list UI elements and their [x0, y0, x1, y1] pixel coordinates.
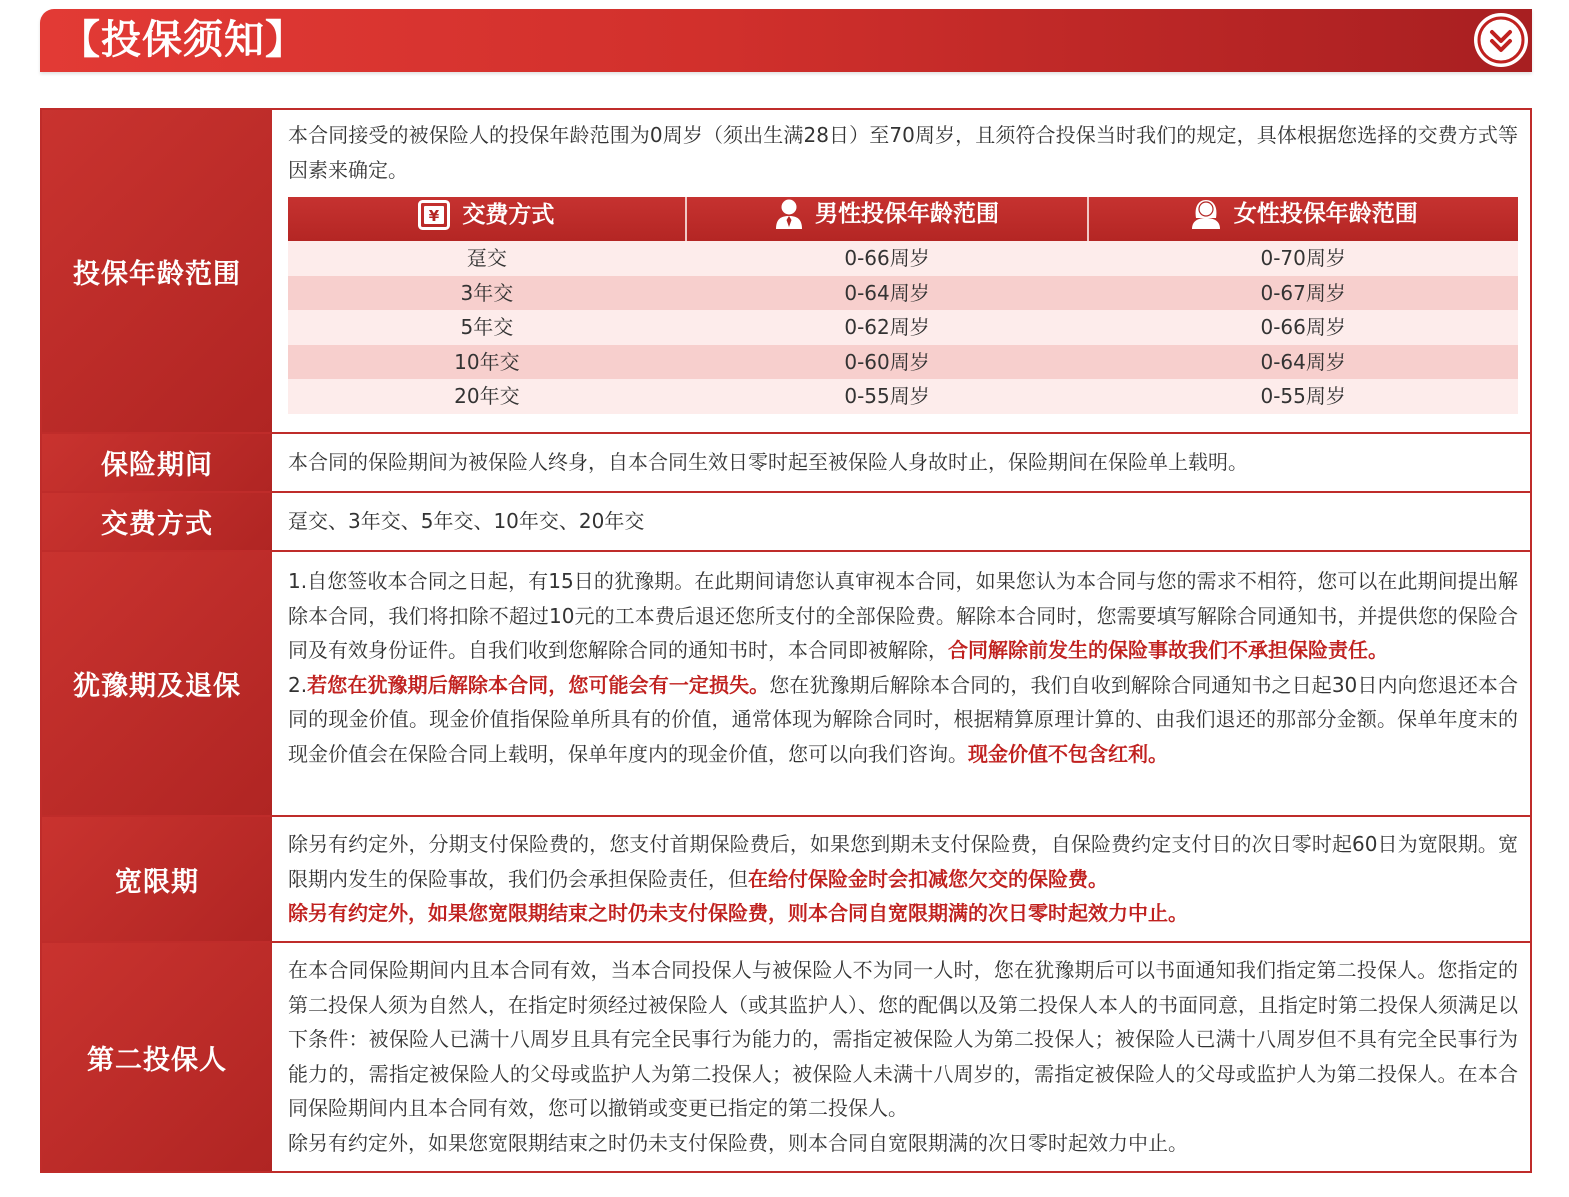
cooling-off-paragraph-1	[288, 564, 1518, 668]
age-table-header-male	[686, 197, 1089, 241]
female-age-cell: 0-70周岁	[1088, 241, 1518, 276]
payment-method-cell: 5年交	[288, 310, 686, 345]
table-row	[288, 310, 1518, 345]
insurance-period-text: 本合同的保险期间为被保险人终身，自本合同生效日零时起至被保险人身故时止，保险期间在保险单上载明。	[288, 450, 1248, 475]
second-policyholder-paragraph-2: 除另有约定外，如果您宽限期结束之时仍未支付保险费，则本合同自宽限期满的次日零时起效力中止。	[288, 1130, 1188, 1155]
table-row	[288, 379, 1518, 414]
age-table-header-female	[1088, 197, 1518, 241]
male-person-icon	[775, 198, 803, 230]
row-grace-period	[42, 815, 1530, 941]
payment-method-cell: 20年交	[288, 379, 686, 414]
row-insurance-period	[42, 432, 1530, 491]
row-label-insurance-period: 保险期间	[42, 434, 272, 491]
money-yen-icon	[418, 200, 450, 230]
female-age-cell: 0-66周岁	[1088, 310, 1518, 345]
row-label-second-policyholder: 第二投保人	[42, 943, 272, 1171]
row-label-cooling-off: 犹豫期及退保	[42, 552, 272, 815]
grace-paragraph-1	[288, 827, 1518, 896]
collapse-button[interactable]	[1474, 13, 1528, 67]
cooling-off-p2-highlight: 若您在犹豫期后解除本合同，您可能会有一定损失。	[307, 672, 770, 697]
payment-method-cell: 3年交	[288, 276, 686, 311]
age-table-header-payment-label: 交费方式	[462, 201, 555, 228]
payment-method-cell: 10年交	[288, 345, 686, 380]
male-age-cell: 0-64周岁	[686, 276, 1089, 311]
age-table-header-payment	[288, 197, 686, 241]
male-age-cell: 0-66周岁	[686, 241, 1089, 276]
female-person-icon	[1190, 198, 1222, 230]
row-cooling-off-surrender	[42, 550, 1530, 815]
age-range-table	[288, 197, 1518, 414]
section-title: 【投保须知】	[60, 17, 306, 63]
age-range-intro: 本合同接受的被保险人的投保年龄范围为0周岁（须出生满28日）至70周岁，且须符合投保当时我们的规定，具体根据您选择的交费方式等因素来确定。	[288, 123, 1518, 182]
cooling-off-p2-text: 您在犹豫期后解除本合同的，我们自收到解除合同通知书之日起30日内向您退还本合同的现金价值。现金价值指保险单所具有的价值，通常体现为解除合同时，根据精算原理计算的、由我们退还的那部分金额。保单年度末的现金价值会在保险合同上载明，保单年度内的现金价值，您可以向我们咨询。	[288, 672, 1519, 766]
age-table-header-female-label: 女性投保年龄范围	[1233, 201, 1418, 228]
male-age-cell: 0-55周岁	[686, 379, 1089, 414]
cooling-off-p1-highlight: 合同解除前发生的保险事故我们不承担保险责任。	[948, 638, 1388, 663]
table-row	[288, 345, 1518, 380]
row-label-age-range: 投保年龄范围	[42, 110, 272, 432]
payment-method-text: 趸交、3年交、5年交、10年交、20年交	[288, 509, 645, 534]
grace-period-content	[272, 817, 1530, 941]
female-age-cell: 0-64周岁	[1088, 345, 1518, 380]
age-range-content	[272, 110, 1530, 432]
row-second-policyholder	[42, 941, 1530, 1171]
cooling-off-content	[272, 552, 1530, 815]
row-label-payment-method: 交费方式	[42, 493, 272, 550]
grace-p1-highlight: 在给付保险金时会扣减您欠交的保险费。	[748, 866, 1108, 891]
row-age-range	[42, 110, 1530, 432]
age-table-header-male-label: 男性投保年龄范围	[815, 201, 1000, 228]
payment-method-cell: 趸交	[288, 241, 686, 276]
grace-paragraph-2: 除另有约定外，如果您宽限期结束之时仍未支付保险费，则本合同自宽限期满的次日零时起效力中止。	[288, 901, 1188, 926]
female-age-cell: 0-55周岁	[1088, 379, 1518, 414]
cooling-off-p1-text: 1.自您签收本合同之日起，有15日的犹豫期。在此期间请您认真审视本合同，如果您认为本合同与您的需求不相符，您可以在此期间提出解除本合同，我们将扣除不超过10元的工本费后退还您所支付的全部保险费。解除本合同时，您需要填写解除合同通知书，并提供您的保险合同及有效身份证件。自我们收到您解除合同的通知书时，本合同即被解除，	[288, 569, 1518, 663]
age-table-header-row	[288, 197, 1518, 241]
second-policyholder-paragraph-1: 在本合同保险期间内且本合同有效，当本合同投保人与被保险人不为同一人时，您在犹豫期后可以书面通知我们指定第二投保人。您指定的第二投保人须为自然人，在指定时须经过被保险人（或其监护人）、您的配偶以及第二投保人本人的书面同意，且指定时第二投保人须满足以下条件：被保险人已满十八周岁且具有完全民事行为能力的，需指定被保险人为第二投保人；被保险人已满十八周岁但不具有完全民事行为能力的，需指定被保险人的父母或监护人为第二投保人；被保险人未满十八周岁的，需指定被保险人的父母或监护人为第二投保人。在本合同保险期间内且本合同有效，您可以撤销或变更已指定的第二投保人。	[288, 958, 1518, 1121]
double-chevron-down-icon	[1474, 13, 1528, 67]
male-age-cell: 0-60周岁	[686, 345, 1089, 380]
female-age-cell: 0-67周岁	[1088, 276, 1518, 311]
table-row	[288, 276, 1518, 311]
row-payment-method	[42, 491, 1530, 550]
cooling-off-p2-highlight-end: 现金价值不包含红利。	[968, 741, 1168, 766]
section-header-banner	[40, 9, 1532, 72]
cooling-off-paragraph-2	[288, 668, 1518, 772]
cooling-off-p2-prefix: 2.	[288, 672, 308, 697]
row-label-grace-period: 宽限期	[42, 817, 272, 941]
policy-notice-table	[40, 108, 1532, 1173]
svg-text:¥: ¥	[429, 206, 440, 225]
table-row	[288, 241, 1518, 276]
second-policyholder-content	[272, 943, 1530, 1171]
male-age-cell: 0-62周岁	[686, 310, 1089, 345]
grace-p1-text: 除另有约定外，分期支付保险费的，您支付首期保险费后，如果您到期未支付保险费，自保险费约定支付日的次日零时起60日为宽限期。宽限期内发生的保险事故，我们仍会承担保险责任，但	[288, 832, 1518, 891]
